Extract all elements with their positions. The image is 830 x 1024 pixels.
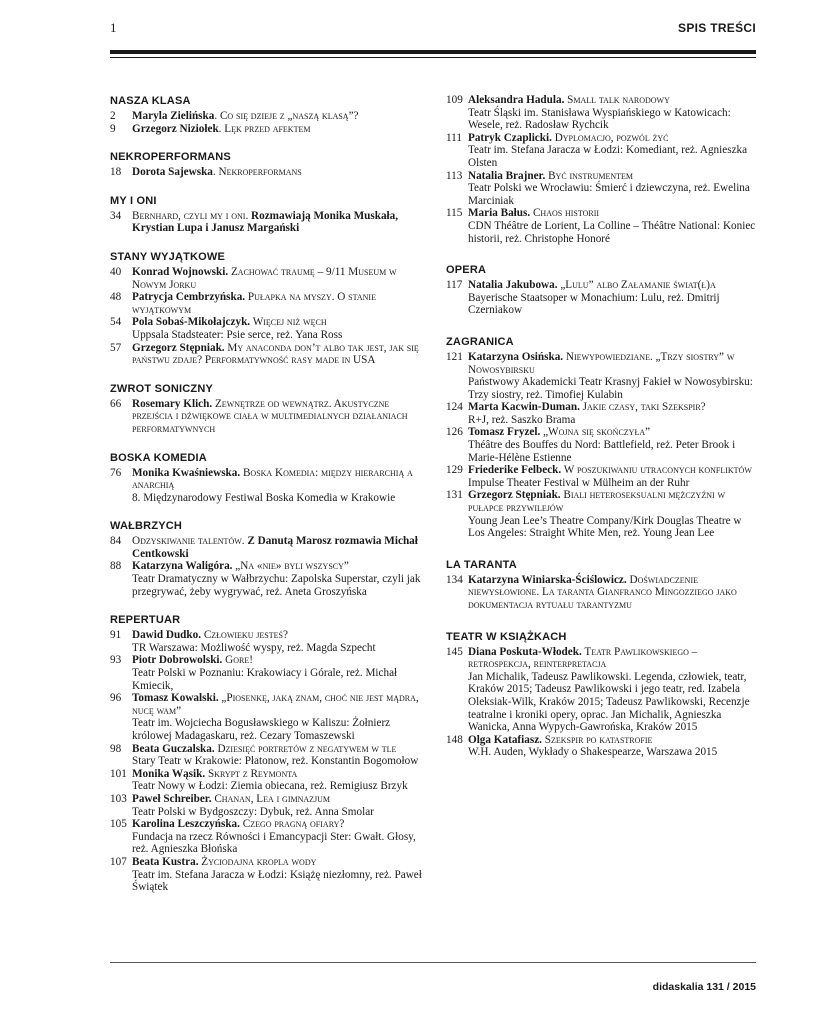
section-heading: STANY WYJĄTKOWE — [110, 250, 226, 263]
entry-body — [468, 94, 758, 132]
section-heading: OPERA — [446, 264, 487, 277]
entry-headline — [468, 574, 758, 612]
toc-section — [110, 382, 426, 436]
entry-headline — [132, 398, 426, 436]
toc-entry — [110, 316, 426, 341]
entry-page-number: 126 — [446, 426, 463, 439]
entry-author: Piotr Dobrowolski. — [132, 654, 223, 667]
entry-body — [468, 401, 758, 426]
entry-page-number: 98 — [110, 742, 122, 755]
entry-body — [468, 464, 758, 489]
entry-author: Katarzyna Waligóra. — [132, 560, 233, 573]
entry-body — [468, 646, 758, 734]
toc-section — [446, 558, 758, 612]
entry-detail: Bayerische Staatsoper w Monachium: Lulu, reż. Dmitrij Czerniakow — [468, 291, 720, 317]
entry-detail: 8. Międzynarodowy Festiwal Boska Komedia w Krakowie — [132, 491, 396, 504]
entry-page-number: 76 — [110, 466, 122, 479]
entry-headline — [132, 743, 426, 756]
toc-entry — [110, 793, 426, 818]
footer-rule — [110, 962, 756, 963]
entry-author: Maria Bałus. — [468, 207, 531, 220]
entry-title: . Co się dzieje z „naszą klasą”? — [214, 110, 359, 122]
entry-headline — [132, 793, 426, 806]
entry-detail: W.H. Auden, Wykłady o Shakespearze, Warszawa 2015 — [468, 746, 718, 759]
section-heading: TEATR W KSIĄŻKACH — [446, 630, 567, 643]
toc-entry — [110, 560, 426, 598]
entry-detail: Państwowy Akademicki Teatr Krasnyj Fakieł w Nowosybirsku: Trzy siostry, reż. Timofiej Kulabin — [468, 376, 753, 401]
entry-body — [132, 629, 426, 654]
section-heading: LA TARANTA — [446, 558, 517, 571]
entry-author: Dawid Dudko. — [132, 629, 202, 642]
entry-detail: Teatr Dramatyczny w Wałbrzychu: Zapolska Superstar, czyli jak przegrywać, żeby wygrywać, reż. Aneta Groszyńska — [132, 573, 421, 598]
header-rule-thin — [110, 57, 756, 58]
entry-author: Beata Guczalska. — [132, 742, 215, 755]
entry-body — [132, 467, 426, 505]
entry-detail: CDN Théâtre de Lorient, La Colline – Théâtre National: Koniec historii, reż. Christophe Honoré — [468, 219, 756, 245]
toc-entry — [110, 692, 426, 742]
toc-entry — [110, 123, 426, 136]
entry-author: Olga Katafiasz. — [468, 733, 542, 746]
entry-author: Diana Poskuta-Włodek. — [468, 645, 582, 658]
entry-body — [468, 426, 758, 464]
entry-page-number: 115 — [446, 207, 463, 220]
entry-title: „Piosenkę, jaką znam, choć nie jest mądra, nucę wam” — [132, 692, 419, 717]
entry-body — [132, 560, 426, 598]
entry-body — [132, 210, 426, 235]
toc-section — [110, 519, 426, 598]
toc-section — [110, 613, 426, 893]
entry-page-number: 54 — [110, 316, 122, 329]
entry-author: Konrad Wojnowski. — [132, 265, 229, 278]
entry-page-number: 2 — [110, 110, 116, 122]
entry-headline — [468, 207, 758, 220]
entry-title: Doświadczenie niewysłowione. La taranta Gianfranco Mingozziego jako dokumentacja rytuału tarantyzmu — [468, 573, 737, 611]
entry-headline — [132, 110, 426, 123]
entry-page-number: 9 — [110, 122, 116, 135]
entry-body — [132, 654, 426, 692]
entry-title: Boska Komedia: między hierarchią a anarchią — [132, 466, 413, 492]
toc-entry — [110, 398, 426, 436]
entry-title: Chanan, Lea i gimnazjum — [211, 792, 331, 805]
entry-author: Friederike Felbeck. — [468, 464, 562, 477]
entry-page-number: 105 — [110, 818, 127, 831]
entry-author: Beata Kustra. — [132, 855, 199, 868]
entry-author: Natalia Jakubowa. — [468, 279, 558, 292]
entry-body — [468, 207, 758, 245]
entry-title: . Nekroperformans — [212, 166, 302, 179]
entry-page-number: 34 — [110, 209, 122, 222]
entry-author: Marta Kacwin-Duman. — [468, 401, 580, 414]
toc-entry — [446, 351, 758, 401]
entry-body — [468, 279, 758, 317]
entry-headline — [468, 646, 758, 671]
entry-page-number: 129 — [446, 464, 463, 477]
entry-detail: R+J, reż. Saszko Brama — [468, 413, 576, 426]
entry-author: Rosemary Klich. — [132, 397, 213, 410]
entry-page-number: 57 — [110, 341, 122, 354]
entry-prefix: Bernhard, czyli my i oni. — [132, 209, 252, 222]
entry-author: Monika Kwaśniewska. — [132, 466, 241, 479]
entry-title: Zachować traumę – 9/11 Museum w Nowym Jorku — [132, 265, 397, 291]
toc-entry — [110, 467, 426, 505]
entry-title: Być instrumentem — [545, 169, 634, 182]
entry-detail: Teatr Nowy w Łodzi: Ziemia obiecana, reż. Remigiusz Brzyk — [132, 780, 408, 793]
toc-entry — [446, 464, 758, 489]
entry-body — [132, 535, 426, 560]
entry-author: Monika Wąsik. — [132, 767, 206, 780]
entry-title: Człowieku jesteś? — [201, 629, 288, 642]
entry-headline — [132, 692, 426, 717]
entry-detail: Teatr im. Stefana Jaracza w Łodzi: Książę niezłomny, reż. Paweł Świątek — [132, 868, 422, 894]
entry-detail: Teatr Śląski im. Stanisława Wyspiańskiego w Katowicach: Wesele, reż. Radosław Rychcik — [468, 106, 731, 132]
entry-headline — [468, 279, 758, 292]
header-rule-thick — [110, 50, 756, 54]
entry-page-number: 134 — [446, 573, 463, 586]
toc-left-column — [110, 94, 426, 909]
entry-headline — [132, 654, 426, 667]
entry-title: Szekspir po katastrofie — [541, 733, 653, 746]
section-heading: ZAGRANICA — [446, 335, 514, 348]
entry-body — [468, 489, 758, 539]
entry-title: My anaconda don’t albo tak jest, jak się państwu zdaje? Performatywność rasy made in USA — [132, 341, 419, 367]
toc-entry — [110, 166, 426, 179]
entry-body — [468, 351, 758, 401]
entry-body — [468, 170, 758, 208]
entry-page-number: 48 — [110, 291, 122, 304]
entry-title: Życiodajna kropla wody — [198, 855, 317, 868]
entry-detail: Stary Teatr w Krakowie: Płatonow, reż. Konstantin Bogomołow — [132, 755, 419, 768]
section-heading: NASZA KLASA — [110, 95, 191, 107]
entry-detail: Teatr im. Wojciecha Bogusławskiego w Kaliszu: Żołnierz królowej Madagaskaru, reż. Cezary Tomaszewski — [132, 717, 391, 742]
toc-section — [110, 194, 426, 235]
entry-page-number: 18 — [110, 166, 122, 179]
entry-title: Czego pragną ofiary? — [239, 818, 345, 831]
entry-title: Gore! — [222, 654, 253, 667]
entry-headline — [132, 467, 426, 492]
entry-author: Patrycja Cembrzyńska. — [132, 291, 246, 304]
entry-headline — [132, 560, 426, 573]
entry-headline — [132, 166, 426, 179]
entry-headline — [132, 856, 426, 869]
entry-headline — [468, 170, 758, 183]
entry-page-number: 121 — [446, 350, 463, 363]
entry-body — [132, 692, 426, 742]
toc-section — [446, 630, 758, 759]
entry-author: Grzegorz Stępniak. — [132, 341, 225, 354]
entry-author: Aleksandra Hadula. — [468, 94, 565, 106]
entry-title: Small talk narodowy — [564, 94, 670, 106]
entry-body — [468, 734, 758, 759]
entry-body — [132, 291, 426, 316]
entry-author: Grzegorz Stępniak. — [468, 489, 561, 502]
toc-entry — [446, 734, 758, 759]
page-number: 1 — [110, 20, 117, 35]
entry-headline — [132, 123, 426, 136]
entry-headline — [132, 535, 426, 560]
entry-author: Patryk Czaplicki. — [468, 131, 552, 144]
entry-body — [132, 793, 426, 818]
toc-right-column — [446, 94, 758, 777]
entry-detail: Teatr Polski w Bydgoszczy: Dybuk, reż. Anna Smolar — [132, 805, 374, 818]
entry-page-number: 91 — [110, 629, 122, 642]
toc-entry — [110, 856, 426, 894]
toc-entry — [446, 401, 758, 426]
entry-author: Pola Sobaś-Mikołajczyk. — [132, 316, 251, 329]
entry-body — [132, 266, 426, 291]
entry-page-number: 96 — [110, 692, 122, 705]
toc-entry — [446, 574, 758, 612]
entry-author: Z Danutą Marosz rozmawia Michał Centkowski — [132, 535, 418, 560]
toc-entry — [446, 279, 758, 317]
entry-page-number: 40 — [110, 265, 122, 278]
entry-page-number: 111 — [446, 131, 462, 144]
entry-author: Dorota Sajewska — [132, 166, 213, 179]
entry-headline — [468, 351, 758, 376]
toc-section — [110, 250, 426, 367]
entry-title: Biali heteroseksualni mężczyźni w pułapce przywilejów — [468, 489, 725, 515]
section-heading: MY I ONI — [110, 194, 157, 207]
entry-page-number: 103 — [110, 792, 127, 805]
entry-title: Teatr Pawlikowskiego – retrospekcja, reinterpretacja — [468, 645, 698, 671]
entry-author: Rozmawiają Monika Muskała, Krystian Lupa i Janusz Margański — [132, 209, 399, 235]
entry-author: Maryla Zielińska — [132, 110, 215, 122]
entry-headline — [468, 94, 758, 107]
footer-text: didaskalia 131 / 2015 — [652, 981, 756, 993]
toc-entry — [446, 426, 758, 464]
entry-headline — [468, 401, 758, 414]
entry-title: Skrypt z Reymonta — [205, 767, 298, 780]
entry-author: Grzegorz Niziołek — [132, 122, 219, 135]
entry-author: Tomasz Fryzel. — [468, 426, 541, 439]
entry-detail: Fundacja na rzecz Równości i Emancypacji Ster: Gwałt. Głosy, reż. Agnieszka Błońska — [132, 830, 416, 856]
entry-body — [132, 110, 426, 123]
entry-headline — [468, 132, 758, 145]
toc-section — [110, 94, 426, 135]
entry-title: Jakie czasy, taki Szekspir? — [579, 401, 706, 414]
toc-entry — [110, 535, 426, 560]
toc-entry — [110, 342, 426, 367]
entry-title: W poszukiwaniu utraconych konfliktów — [561, 464, 752, 477]
entry-title: Więcej niż węch — [250, 316, 327, 329]
entry-body — [132, 818, 426, 856]
entry-title: Dyplomacjo, pozwól żyć — [551, 131, 669, 144]
toc-entry — [446, 646, 758, 734]
entry-title: . Lęk przed afektem — [218, 122, 311, 135]
entry-detail: Uppsala Stadsteater: Psie serce, reż. Yana Ross — [132, 328, 343, 341]
entry-title: „Lulu” albo Załamanie świat(ł)a — [557, 279, 716, 292]
entry-headline — [132, 629, 426, 642]
entry-detail: Théâtre des Bouffes du Nord: Battlefield, reż. Peter Brook i Marie-Hélène Estienne — [468, 439, 736, 464]
entry-page-number: 107 — [110, 855, 127, 868]
entry-body — [132, 856, 426, 894]
toc-entry — [110, 210, 426, 235]
entry-detail: Teatr Polski we Wrocławiu: Śmierć i dziewczyna, reż. Ewelina Marciniak — [468, 182, 750, 207]
entry-page-number: 131 — [446, 489, 463, 502]
entry-body — [468, 574, 758, 612]
entry-page-number: 88 — [110, 560, 122, 573]
section-heading: NEKROPERFORMANS — [110, 151, 231, 164]
entry-detail: Teatr Polski w Poznaniu: Krakowiacy i Górale, reż. Michał Kmiecik, — [132, 667, 398, 692]
toc-entry — [446, 207, 758, 245]
entry-headline — [132, 266, 426, 291]
entry-author: Karolina Leszczyńska. — [132, 818, 240, 831]
entry-page-number: 66 — [110, 397, 122, 410]
entry-page-number: 113 — [446, 169, 463, 182]
entry-detail: Jan Michalik, Tadeusz Pawlikowski. Legenda, człowiek, teatr, Kraków 2015; Tadeusz Pawlikowski i jego teatr, red. Izabela Oleksiak-Wilk, Kraków 2015; Tadeusz Pawlikowski, Recenzje teatralne i kroniki opery, oprac. Jan Michalik, Agnieszka Wanicka, Anna Wypych-Gawrońska, Kraków 2015 — [468, 670, 750, 734]
entry-headline — [132, 291, 426, 316]
entry-title: Niewypowiedziane. „Trzy siostry” w Nowosybirsku — [468, 350, 735, 376]
entry-author: Paweł Schreiber. — [132, 792, 212, 805]
entry-body — [132, 123, 426, 136]
entry-body — [132, 398, 426, 436]
entry-body — [468, 132, 758, 170]
entry-headline — [468, 734, 758, 747]
entry-page-number: 93 — [110, 654, 122, 667]
entry-page-number: 117 — [446, 279, 463, 292]
toc-entry — [110, 654, 426, 692]
entry-detail: TR Warszawa: Możliwość wyspy, reż. Magda Szpecht — [132, 641, 376, 654]
toc-entry — [110, 266, 426, 291]
entry-headline — [132, 342, 426, 367]
toc-entry — [446, 94, 758, 132]
entry-detail: Teatr im. Stefana Jaracza w Łodzi: Komediant, reż. Agnieszka Olsten — [468, 144, 748, 169]
entry-prefix: Odzyskiwanie talentów. — [132, 535, 248, 548]
toc-entry — [110, 291, 426, 316]
entry-page-number: 109 — [446, 94, 463, 106]
toc-entry — [110, 768, 426, 793]
toc-entry — [446, 132, 758, 170]
entry-title: „Wojna się skończyła” — [540, 426, 651, 439]
toc-entry — [110, 743, 426, 768]
entry-title: Pułapka na myszy. O stanie wyjątkowym — [132, 291, 376, 316]
entry-headline — [468, 489, 758, 514]
entry-title: Chaos historii — [530, 207, 600, 220]
section-heading: REPERTUAR — [110, 614, 181, 627]
entry-page-number: 124 — [446, 401, 463, 414]
entry-body — [132, 316, 426, 341]
entry-page-number: 101 — [110, 767, 127, 780]
entry-headline — [468, 464, 758, 477]
toc-entry — [110, 818, 426, 856]
entry-author: Katarzyna Winiarska-Ściślowicz. — [468, 573, 627, 586]
entry-author: Katarzyna Osińska. — [468, 350, 564, 363]
entry-body — [132, 743, 426, 768]
entry-title: Dziesięć portretów z negatywem w tle — [214, 742, 397, 755]
toc-entry — [446, 170, 758, 208]
running-title: SPIS TREŚCI — [678, 21, 756, 35]
entry-body — [132, 166, 426, 179]
entry-title: Zewnętrze od wewnątrz. Akustyczne przejścia i dźwiękowe ciała w multimedialnych działaniach performatywnych — [132, 397, 408, 435]
entry-body — [132, 342, 426, 367]
entry-headline — [132, 210, 426, 235]
entry-title: „Na «nie» byli wszyscy” — [232, 560, 349, 573]
section-heading: ZWROT SONICZNY — [110, 382, 214, 395]
toc-entry — [110, 629, 426, 654]
entry-page-number: 145 — [446, 645, 463, 658]
toc-section — [110, 150, 426, 179]
entry-detail: Impulse Theater Festival w Mülheim an der Ruhr — [468, 476, 690, 489]
toc-section — [110, 451, 426, 505]
entry-headline — [132, 768, 426, 781]
entry-headline — [132, 316, 426, 329]
toc-section — [446, 263, 758, 317]
section-heading: WAŁBRZYCH — [110, 520, 183, 533]
toc-section — [446, 335, 758, 540]
entry-page-number: 148 — [446, 733, 463, 746]
toc-entry — [110, 110, 426, 123]
entry-detail: Young Jean Lee’s Theatre Company/Kirk Douglas Theatre w Los Angeles: Straight White Men, reż. Young Jean Lee — [468, 514, 742, 540]
entry-author: Tomasz Kowalski. — [132, 692, 219, 705]
entry-headline — [132, 818, 426, 831]
entry-page-number: 84 — [110, 535, 122, 548]
entry-body — [132, 768, 426, 793]
entry-headline — [468, 426, 758, 439]
toc-entry — [446, 489, 758, 539]
section-heading: BOSKA KOMEDIA — [110, 451, 207, 464]
toc-section — [446, 94, 758, 245]
entry-author: Natalia Brajner. — [468, 169, 546, 182]
